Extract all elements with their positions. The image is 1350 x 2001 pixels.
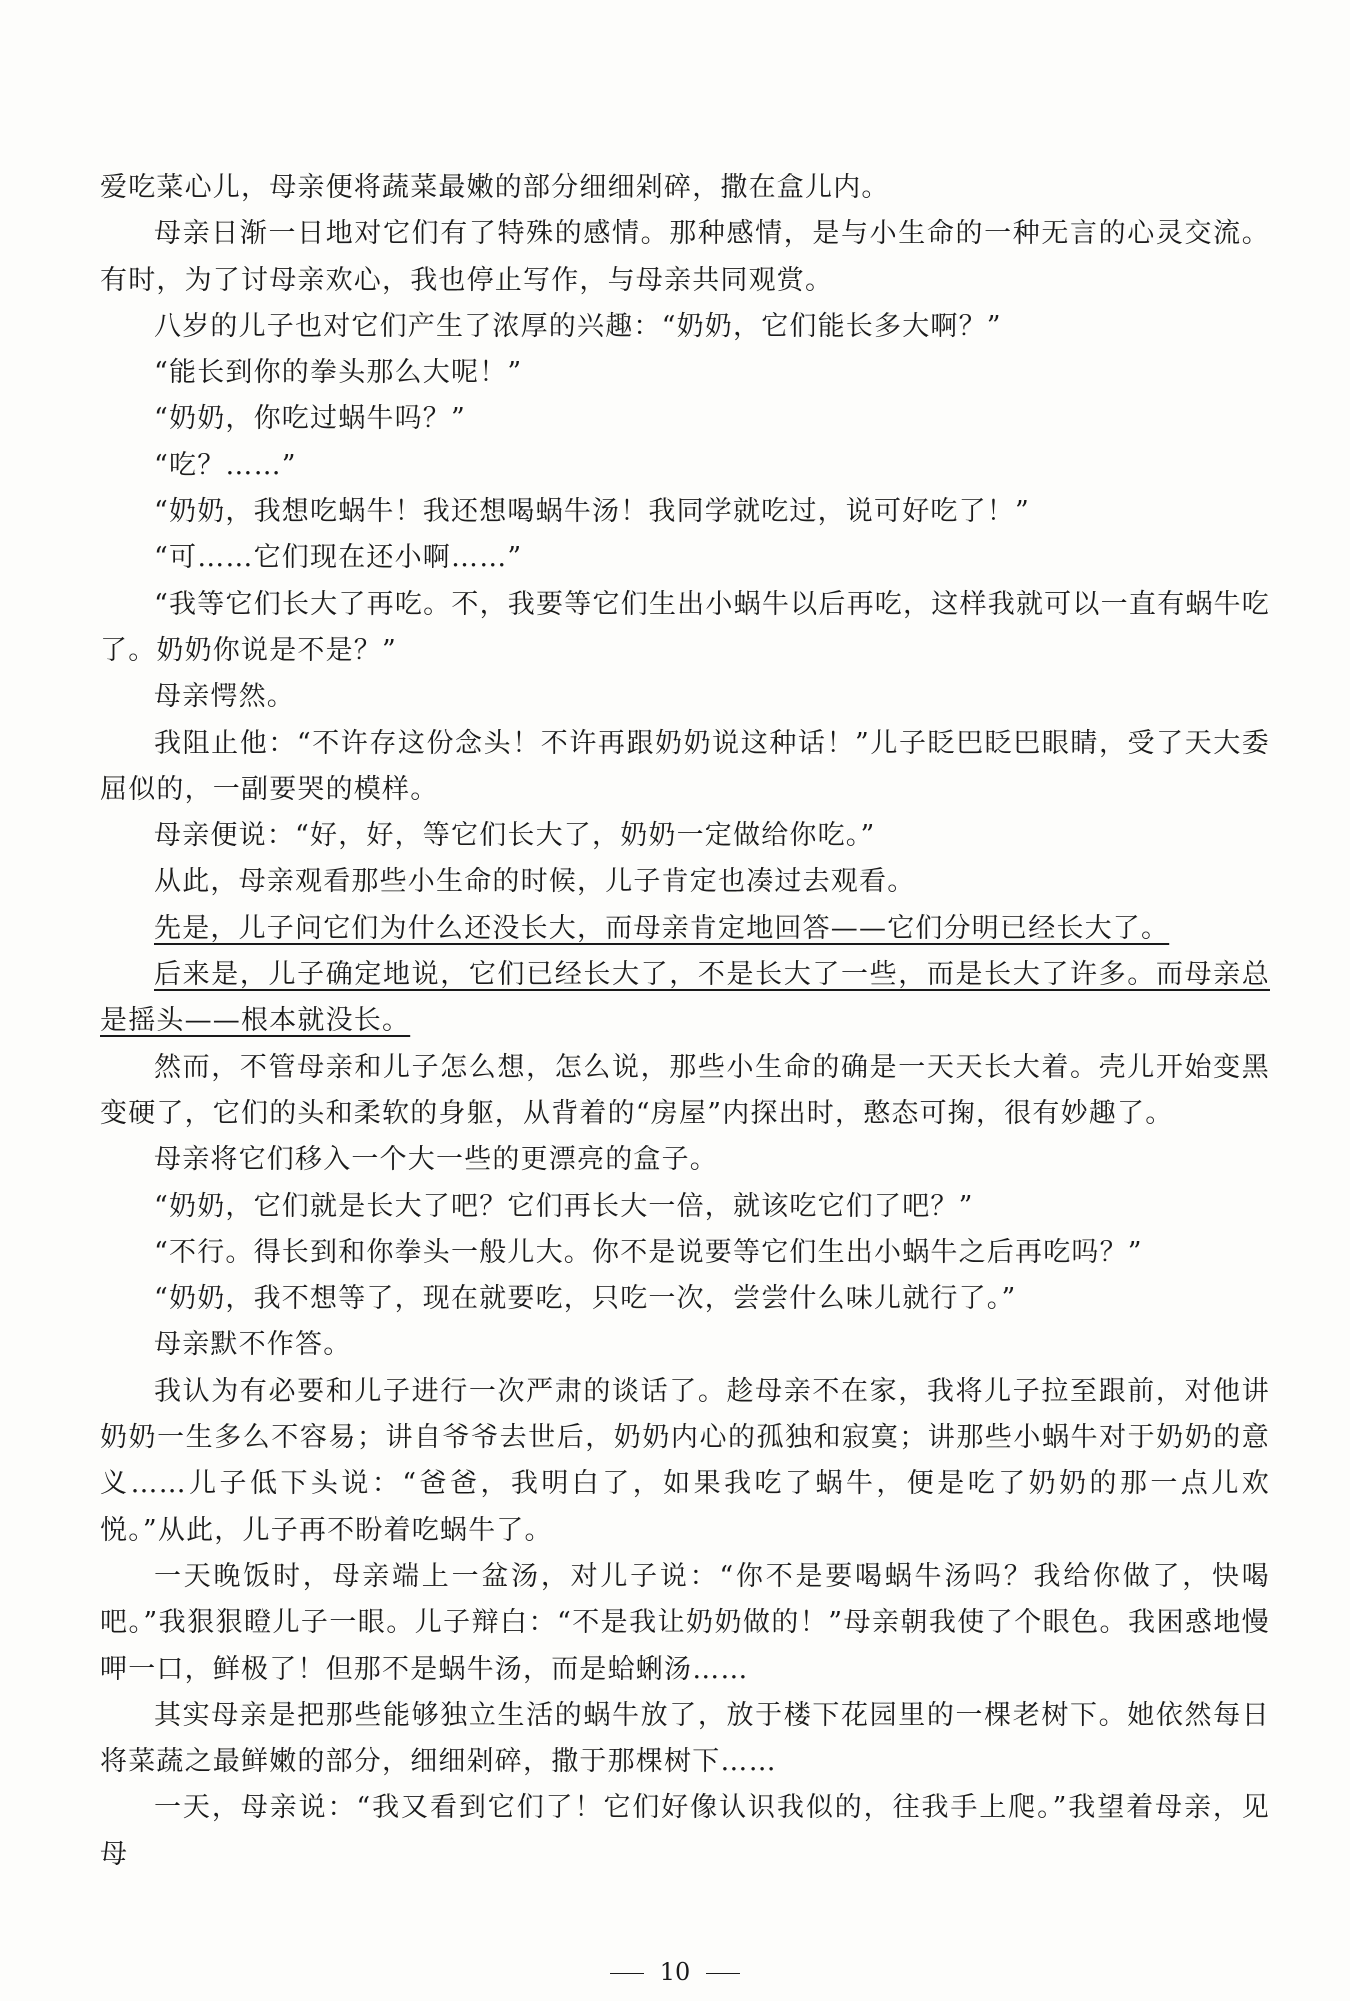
underlined-sentence: 后来是，儿子确定地说，它们已经长大了，不是长大了一些，而是长大了许多。而母亲总是摇头——根本就没长。: [100, 959, 1270, 1037]
paragraph: 八岁的儿子也对它们产生了浓厚的兴趣：“奶奶，它们能长多大啊？”: [154, 310, 1002, 342]
left-dash: [610, 1973, 644, 1974]
underlined-paragraph: [100, 906, 1270, 952]
paragraph: 母亲便说：“好，好，等它们长大了，奶奶一定做给你吃。”: [154, 820, 876, 852]
paragraph: 母亲默不作答。: [154, 1329, 352, 1361]
paragraph: 一天晚饭时，母亲端上一盆汤，对儿子说：“你不是要喝蜗牛汤吗？我给你做了，快喝吧。”我狠狠瞪儿子一眼。儿子辩白：“不是我让奶奶做的！”母亲朝我使了个眼色。我困惑地慢呷一口，鲜极了！但那不是蜗牛汤，而是蛤蜊汤……: [100, 1560, 1270, 1685]
paragraph: 然而，不管母亲和儿子怎么想，怎么说，那些小生命的确是一天天长大着。壳儿开始变黑变硬了，它们的头和柔软的身躯，从背着的“房屋”内探出时，憨态可掬，很有妙趣了。: [100, 1051, 1270, 1129]
paragraph: “奶奶，它们就是长大了吧？它们再长大一倍，就该吃它们了吧？”: [154, 1190, 974, 1222]
paragraph: 我阻止他：“不许存这份念头！不许再跟奶奶说这种话！”儿子眨巴眨巴眼睛，受了天大委屈似的，一副要哭的模样。: [100, 727, 1270, 805]
page-number: [0, 1958, 1350, 1986]
right-dash: [706, 1973, 740, 1974]
paragraph: 母亲愕然。: [154, 681, 295, 713]
underlined-sentence: 先是，儿子问它们为什么还没长大，而母亲肯定地回答——它们分明已经长大了。: [154, 912, 1170, 944]
paragraph: “不行。得长到和你拳头一般儿大。你不是说要等它们生出小蜗牛之后再吃吗？”: [154, 1236, 1143, 1268]
paragraph: “可……它们现在还小啊……”: [154, 542, 523, 574]
paragraph: 其实母亲是把那些能够独立生活的蜗牛放了，放于楼下花园里的一棵老树下。她依然每日将菜蔬之最鲜嫩的部分，细细剁碎，撒于那棵树下……: [100, 1699, 1270, 1778]
paragraph: 我认为有必要和儿子进行一次严肃的谈话了。趁母亲不在家，我将儿子拉至跟前，对他讲奶奶一生多么不容易；讲自爷爷去世后，奶奶内心的孤独和寂寞；讲那些小蜗牛对于奶奶的意义……儿子低下头说：“爸爸，我明白了，如果我吃了蜗牛，便是吃了奶奶的那一点儿欢悦。”从此，儿子再不盼着吃蜗牛了。: [100, 1375, 1270, 1546]
paragraph: “吃？……”: [154, 449, 297, 481]
underlined-paragraph: [100, 952, 1270, 1045]
page-number-value: 10: [659, 1958, 691, 1986]
paragraph: 母亲日渐一日地对它们有了特殊的感情。那种感情，是与小生命的一种无言的心灵交流。有时，为了讨母亲欢心，我也停止写作，与母亲共同观赏。: [100, 218, 1270, 296]
paragraph: 从此，母亲观看那些小生命的时候，儿子肯定也凑过去观看。: [154, 866, 916, 898]
paragraph: 母亲将它们移入一个大一些的更漂亮的盒子。: [154, 1144, 718, 1176]
body-text: [100, 165, 1270, 1878]
paragraph: “我等它们长大了再吃。不，我要等它们生出小蜗牛以后再吃，这样我就可以一直有蜗牛吃了。奶奶你说是不是？”: [100, 588, 1270, 666]
paragraph: “能长到你的拳头那么大呢！”: [154, 357, 523, 389]
paragraph: 爱吃菜心儿，母亲便将蔬菜最嫩的部分细细剁碎，撒在盒儿内。: [100, 172, 890, 203]
paragraph: “奶奶，你吃过蜗牛吗？”: [154, 403, 467, 435]
paragraph: “奶奶，我不想等了，现在就要吃，只吃一次，尝尝什么味儿就行了。”: [154, 1283, 1017, 1315]
paragraph: “奶奶，我想吃蜗牛！我还想喝蜗牛汤！我同学就吃过，说可好吃了！”: [154, 496, 1031, 528]
paragraph: 一天，母亲说：“我又看到它们了！它们好像认识我似的，往我手上爬。”我望着母亲，见母: [100, 1792, 1270, 1870]
